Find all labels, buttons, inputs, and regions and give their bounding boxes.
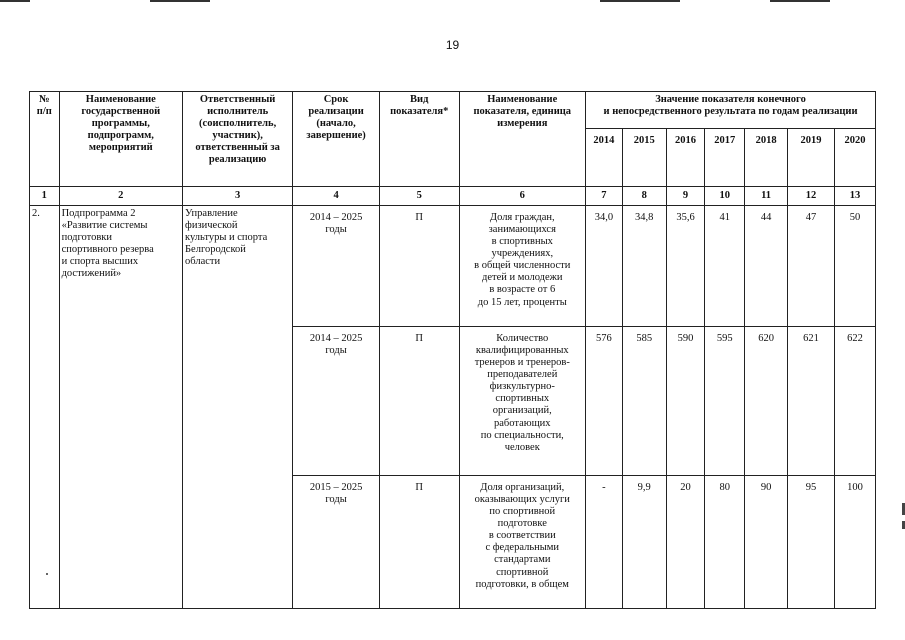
row-number: 2. [30,206,60,609]
value-2015: 9,9 [622,476,666,609]
page-number: 19 [445,38,460,52]
column-number: 5 [379,187,459,206]
value-2020: 622 [834,327,875,476]
indicator-type: П [379,206,459,327]
value-2020: 50 [834,206,875,327]
value-2014: - [586,476,623,609]
column-number: 9 [666,187,705,206]
scan-edge-mark [600,0,680,2]
column-numbers-row [30,187,876,206]
value-2019: 47 [788,206,835,327]
value-2015: 34,8 [622,206,666,327]
value-2018: 620 [745,327,788,476]
period: 2014 – 2025 годы [293,206,380,327]
column-number: 3 [183,187,293,206]
program-name: Подпрограмма 2 «Развитие системы подготовки спортивного резерва и спорта высших достижений» [59,206,182,609]
period: 2014 – 2025 годы [293,327,380,476]
column-number: 13 [834,187,875,206]
value-2016: 35,6 [666,206,705,327]
period: 2015 – 2025 годы [293,476,380,609]
indicator-name: Доля организаций, оказывающих услуги по спортивной подготовке в соответствии с федеральными стандартами спортивной подготовки, в общем [459,476,586,609]
value-2019: 95 [788,476,835,609]
value-2015: 585 [622,327,666,476]
header-year: 2015 [622,129,666,187]
indicator-type: П [379,327,459,476]
column-number: 7 [586,187,623,206]
indicator-name: Доля граждан, занимающихся в спортивных учреждениях, в общей численности детей и молодежи в возрасте от 6 до 15 лет, проценты [459,206,586,327]
header-program: Наименование государственной программы, подпрограмм, мероприятий [59,92,182,187]
header-year: 2014 [586,129,623,187]
scan-edge-mark [770,0,830,2]
header-period: Срок реализации (начало, завершение) [293,92,380,187]
scan-edge-mark [150,0,210,2]
header-indicator: Наименование показателя, единица измерения [459,92,586,187]
header-year: 2016 [666,129,705,187]
value-2017: 80 [705,476,745,609]
header-year: 2019 [788,129,835,187]
header-year: 2018 [745,129,788,187]
indicator-type: П [379,476,459,609]
value-2014: 34,0 [586,206,623,327]
value-2020: 100 [834,476,875,609]
value-2017: 595 [705,327,745,476]
column-number: 2 [59,187,182,206]
value-2016: 20 [666,476,705,609]
column-number: 1 [30,187,60,206]
value-2018: 44 [745,206,788,327]
column-number: 6 [459,187,586,206]
value-2014: 576 [586,327,623,476]
executor-name: Управление физической культуры и спорта Белгородской области [183,206,293,609]
header-values: Значение показателя конечного и непосредственного результата по годам реализации [586,92,876,129]
indicator-name: Количество квалифицированных тренеров и тренеров- преподавателей физкультурно- спортивных организаций, работающих по специальности, человек [459,327,586,476]
indicators-table [29,91,876,609]
table-row [30,206,876,327]
value-2019: 621 [788,327,835,476]
value-2018: 90 [745,476,788,609]
value-2016: 590 [666,327,705,476]
header-num: № п/п [30,92,60,187]
column-number: 4 [293,187,380,206]
value-2017: 41 [705,206,745,327]
header-row [30,92,876,129]
column-number: 12 [788,187,835,206]
header-type: Вид показателя* [379,92,459,187]
header-year: 2020 [834,129,875,187]
column-number: 8 [622,187,666,206]
column-number: 11 [745,187,788,206]
header-year: 2017 [705,129,745,187]
column-number: 10 [705,187,745,206]
header-executor: Ответственный исполнитель (соисполнитель, участник), ответственный за реализацию [183,92,293,187]
scan-edge-mark [0,0,30,2]
